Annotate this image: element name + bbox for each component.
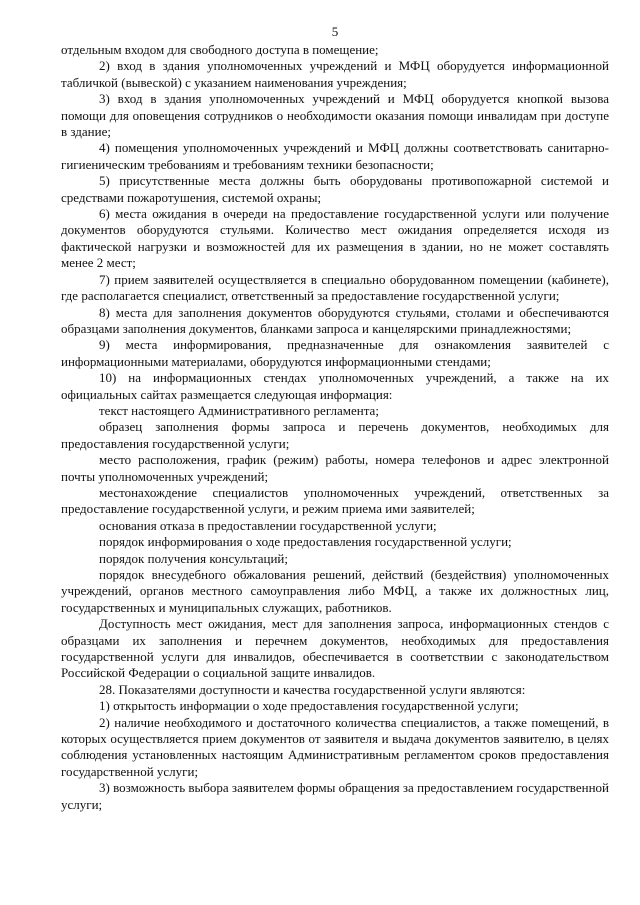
paragraph: 2) вход в здания уполномоченных учреждений и МФЦ оборудуется информационной табличкой (вывеской) с указанием наименования учреждения; [61,58,609,90]
paragraph: 3) вход в здания уполномоченных учреждений и МФЦ оборудуется кнопкой вызова помощи для оповещения сотрудников о необходимости оказания помощи инвалидам при доступе в здание; [61,91,609,140]
paragraph: 28. Показателями доступности и качества государственной услуги являются: [99,681,526,697]
paragraph: порядок информирования о ходе предоставления государственной услуги; [99,534,512,550]
paragraph: Доступность мест ожидания, мест для заполнения запроса, информационных стендов с образцами их заполнения и перечнем документов, необходимых для предоставления государственной услуги для инвалидов, обеспечивается в соответствии с законодательством Российской Федерации о социальной защите инвалидов. [61,616,609,681]
page-number: 5 [331,24,339,39]
document-body [61,42,609,813]
paragraph: местонахождение специалистов уполномоченных учреждений, ответственных за предоставление государственной услуги, и режим приема ими заявителей; [61,484,609,517]
paragraph: порядок получения консультаций; [99,550,288,566]
paragraph: образец заполнения формы запроса и перечень документов, необходимых для предоставления государственной услуги; [61,419,609,451]
paragraph: 7) прием заявителей осуществляется в специально оборудованном помещении (кабинете), где располагается специалист, ответственный за предоставление государственной услуги; [61,271,609,304]
paragraph: 4) помещения уполномоченных учреждений и МФЦ должны соответствовать санитарно-гигиеническим требованиям и требованиям техники безопасности; [61,140,609,172]
paragraph: 3) возможность выбора заявителем формы обращения за предоставлением государственной услуги; [61,780,609,812]
paragraph: отдельным входом для свободного доступа в помещение; [61,42,379,57]
paragraph: 2) наличие необходимого и достаточного количества специалистов, а также помещений, в которых осуществляется прием документов от заявителя и выдача документов заявителю, в целях соблюдения установленных настоящим Административным регламентом сроков предоставления государственной услуги; [61,714,609,779]
paragraph: текст настоящего Административного регламента; [99,402,379,418]
paragraph: порядок внесудебного обжалования решений, действий (бездействия) уполномоченных учреждений, органов местного самоуправления либо МФЦ, а также их должностных лиц, государственных и муниципальных служащих, работников. [61,567,609,615]
paragraph: 10) на информационных стендах уполномоченных учреждений, а также на их официальных сайтах размещается следующая информация: [61,370,609,402]
paragraph: основания отказа в предоставлении государственной услуги; [99,517,437,533]
paragraph: 8) места для заполнения документов оборудуются стульями, столами и обеспечиваются образцами заполнения документов, бланками запроса и канцелярскими принадлежностями; [61,304,609,336]
paragraph: место расположения, график (режим) работы, номера телефонов и адрес электронной почты уполномоченных учреждений; [61,452,609,484]
paragraph: 5) присутственные места должны быть оборудованы противопожарной системой и средствами пожаротушения, системой охраны; [61,173,609,205]
paragraph: 1) открытость информации о ходе предоставления государственной услуги; [99,698,519,714]
paragraph: 6) места ожидания в очереди на предоставление государственной услуги или получение документов оборудуются стульями. Количество мест ожидания определяется исходя из фактической нагрузки и возможностей для их размещения в здании, но не может составлять менее 2 мест; [61,206,609,271]
paragraph: 9) места информирования, предназначенные для ознакомления заявителей с информационными материалами, оборудуются информационными стендами; [61,337,609,369]
